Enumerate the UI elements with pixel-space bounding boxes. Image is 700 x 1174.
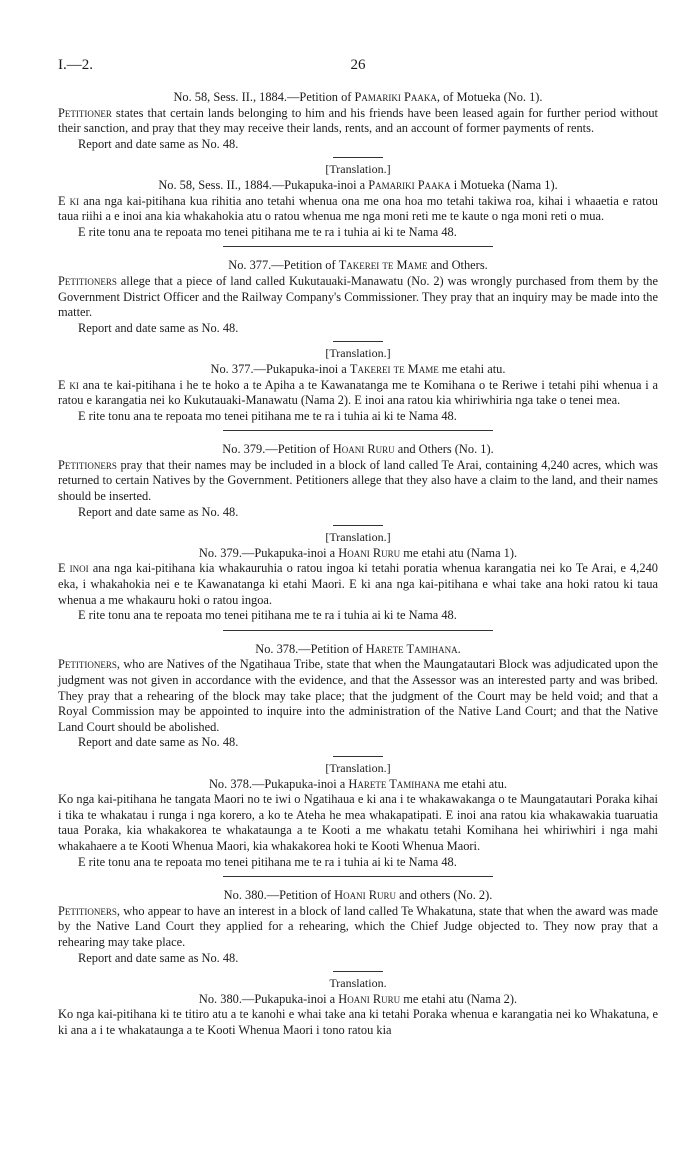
- translation-title: [58, 546, 658, 562]
- translation-title-post: i Motueka (Nama 1).: [450, 177, 558, 192]
- petition-title-post: .: [457, 641, 461, 656]
- petition-body: [58, 904, 658, 951]
- translation-title-name: Takerei te Mame: [349, 361, 439, 376]
- short-divider: [333, 971, 383, 972]
- translation-body-lead: E ki: [58, 377, 79, 392]
- petition-body-text: pray that their names may be included in a block of land called Te Arai, containing 4,240 acres, which was returned to certain Natives by the Government. Petitioners allege that they also have a claim to the land, and their names should be inserted.: [58, 457, 658, 504]
- petition-title-name: Pamariki Paaka: [354, 90, 437, 104]
- short-divider: [333, 157, 383, 158]
- petition-title-name: Harete Tamihana: [365, 641, 458, 656]
- translation-heading: Translation.: [329, 976, 387, 991]
- translation-body-text: ana nga kai-pitihana kia whakauruhia o ratou ingoa ki tetahi poratia whenua karangatia nei ko Te Arai, e 4,240 eka, i whakahokia nei e te Kawanatanga ki etahi Maori. E ki ana nga kai-pitihana e whai take ana hoki ratou ki taua whenua a me whakauru hoki o ratou ingoa.: [58, 561, 658, 607]
- report-line: Report and date same as No. 48.: [78, 504, 239, 519]
- petition-title-post: and Others (No. 1).: [394, 442, 494, 457]
- petition-title: [58, 442, 658, 458]
- translation-body-text: Ko nga kai-pitihana ki te titiro atu a te kanohi e whai take ana ki tetahi Poraka whenua e karangatia nei ko Whakatuna, e ki ana a i te whakataunga a te Kooti Whenua Maori i tono ratou kia: [58, 1007, 658, 1037]
- translation-report-line: E rite tonu ana te repoata mo tenei pitihana me te ra i tuhia ai ki te Nama 48.: [78, 408, 457, 423]
- translation-title-pre: No. 378.—Pukapuka-inoi a: [208, 776, 349, 791]
- translation-title-post: me etahi atu (Nama 1).: [400, 545, 518, 560]
- translation-title-post: me etahi atu (Nama 2).: [400, 991, 518, 1006]
- petition-title-post: and Others.: [427, 258, 488, 273]
- report-line: Report and date same as No. 48.: [78, 136, 239, 151]
- translation-title-pre: No. 379.—Pukapuka-inoi a: [198, 545, 339, 560]
- petition-title-pre: No. 58, Sess. II., 1884.—Petition of: [173, 90, 355, 104]
- petition-title-name: Takerei te Mame: [338, 258, 428, 273]
- report-line: Report and date same as No. 48.: [78, 950, 239, 965]
- translation-heading: [Translation.]: [325, 760, 391, 775]
- translation-title: [58, 178, 658, 194]
- translation-report-line: E rite tonu ana te repoata mo tenei pitihana me te ra i tuhia ai ki te Nama 48.: [78, 224, 457, 239]
- petition-entry: [58, 90, 658, 247]
- translation-body: [58, 378, 658, 409]
- translation-title-pre: No. 380.—Pukapuka-inoi a: [198, 991, 339, 1006]
- petition-body: [58, 106, 658, 137]
- petition-body-text: , who appear to have an interest in a block of land called Te Whakatuna, state that when the award was made by the Native Land Court they applied for a rehearing, which the Chief Judge objected to. They now pray that a rehearing may take place.: [58, 903, 658, 949]
- petition-body-lead: Petitioners: [58, 903, 117, 918]
- petition-title: [58, 90, 658, 106]
- page-header: [58, 58, 658, 78]
- short-divider: [333, 756, 383, 757]
- translation-body: [58, 792, 658, 854]
- translation-report-line: E rite tonu ana te repoata mo tenei pitihana me te ra i tuhia ai ki te Nama 48.: [78, 854, 457, 869]
- translation-title-name: Hoani Ruru: [338, 545, 401, 560]
- report-line: Report and date same as No. 48.: [78, 735, 239, 750]
- translation-title: [58, 362, 658, 378]
- translation-heading: [Translation.]: [325, 346, 391, 361]
- petition-body-lead: Petitioner: [58, 105, 112, 120]
- section-divider: [223, 430, 493, 431]
- translation-heading: [Translation.]: [325, 530, 391, 545]
- petition-body: [58, 458, 658, 505]
- translation-body-text: ana te kai-pitihana i he te hoko a te Apiha a te Kawanatanga me te Komihana o te Reriwe i tetahi pihi whenua i a ratou e karangatia nei ko Kukutauaki-Manawatu (Nama 2). E inoi ana ratou kia whiriwhiria nga take o tenei mea.: [58, 377, 658, 408]
- translation-title: [58, 992, 658, 1008]
- translation-body-lead: E ki: [58, 193, 80, 208]
- section-divider: [223, 630, 493, 631]
- petition-entry: [58, 888, 658, 1038]
- petition-body-lead: Petitioners: [58, 657, 117, 672]
- translation-body: [58, 194, 658, 225]
- translation-body-lead: E inoi: [58, 561, 89, 576]
- petition-body-text: allege that a piece of land called Kukutauaki-Manawatu (No. 2) was wrongly purchased from them by the Government District Officer and the Railway Company's Commissioner. They pray that an inquiry may be made into the matter.: [58, 273, 658, 320]
- translation-title-pre: No. 58, Sess. II., 1884.—Pukapuka-inoi a: [158, 177, 369, 192]
- translation-title-pre: No. 377.—Pukapuka-inoi a: [210, 361, 350, 376]
- petition-title: [58, 642, 658, 658]
- translation-body-text: Ko nga kai-pitihana he tangata Maori no te iwi o Ngatihaua e ki ana i te whakawakanga o te Maungatautari Poraka kihai i tika te whakatau i runga i nga korero, a ko te Ateha he mea whakapatipati. E inoi ana ratou kia whakawakia tuaruatia taua Poraka, kia whakakorea te whakataunga a te Kooti a me whakatu tetahi Komihana hei whiriwhiri i nga mahi whakahaere a te Kooti Whenua Maori, kia whakakorea hoki te Kooti Whenua Maori.: [58, 792, 658, 853]
- petition-title: [58, 888, 658, 904]
- short-divider: [333, 341, 383, 342]
- translation-heading: [Translation.]: [325, 162, 391, 177]
- translation-title: [58, 777, 658, 793]
- translation-title-post: me etahi atu.: [440, 776, 508, 791]
- translation-body-text: ana nga kai-pitihana kua rihitia ano tetahi whenua ona me ona hoa mo tetahi takiwa roa, kihai i whaaetia e ratou taua riihi a e inoi ana kia whakahokia atu o ratou whenua me nga moni reti me te kaute o nga moni reti o mua.: [58, 193, 658, 224]
- petition-body-lead: Petitioners: [58, 457, 117, 472]
- petition-title-pre: No. 377.—Petition of: [228, 258, 339, 273]
- translation-body: [58, 1007, 658, 1038]
- petition-entry: [58, 258, 658, 431]
- petition-title-name: Hoani Ruru: [334, 888, 396, 903]
- petition-title: [58, 258, 658, 274]
- report-line: Report and date same as No. 48.: [78, 320, 239, 335]
- document-reference: I.—2.: [58, 57, 93, 73]
- petition-title-name: Hoani Ruru: [332, 442, 395, 457]
- petition-body-text: , who are Natives of the Ngatihaua Tribe, state that when the Maungatautari Block was adjudicated upon the judgment was not given in accordance with the evidence, and that the Assessor was an interested party and was bribed. They pray that a rehearing of the block may take place; that the judgment of the Court may be held void; and that a Royal Commission may be appointed to inquire into the administration of the Native Land Court; and that the Native Land Court should be abolished.: [58, 657, 658, 734]
- translation-title-post: me etahi atu.: [438, 361, 506, 376]
- petition-title-pre: No. 380.—Petition of: [223, 888, 335, 903]
- petition-body-text: states that certain lands belonging to him and his friends have been leased again for further period without their sanction, and pray that they may receive their lands, rents, and an account of former payments of rents.: [58, 105, 658, 136]
- petition-title-pre: No. 378.—Petition of: [255, 641, 366, 656]
- translation-title-name: Pamariki Paaka: [368, 177, 451, 192]
- petition-title-post: , of Motueka (No. 1).: [436, 90, 543, 104]
- section-divider: [223, 876, 493, 877]
- section-divider: [223, 246, 493, 247]
- translation-title-name: Hoani Ruru: [338, 991, 401, 1006]
- page-content: [58, 90, 658, 1038]
- translation-report-line: E rite tonu ana te repoata mo tenei pitihana me te ra i tuhia ai ki te Nama 48.: [78, 608, 457, 623]
- short-divider: [333, 525, 383, 526]
- translation-body: [58, 561, 658, 608]
- petition-body: [58, 274, 658, 321]
- petition-title-post: and others (No. 2).: [395, 888, 493, 903]
- page-number: 26: [350, 57, 366, 73]
- petition-entry: [58, 642, 658, 877]
- petition-body-lead: Petitioners: [58, 273, 117, 288]
- petition-title-pre: No. 379.—Petition of: [222, 442, 333, 457]
- petition-entry: [58, 442, 658, 631]
- translation-title-name: Harete Tamihana: [348, 776, 441, 791]
- petition-body: [58, 657, 658, 735]
